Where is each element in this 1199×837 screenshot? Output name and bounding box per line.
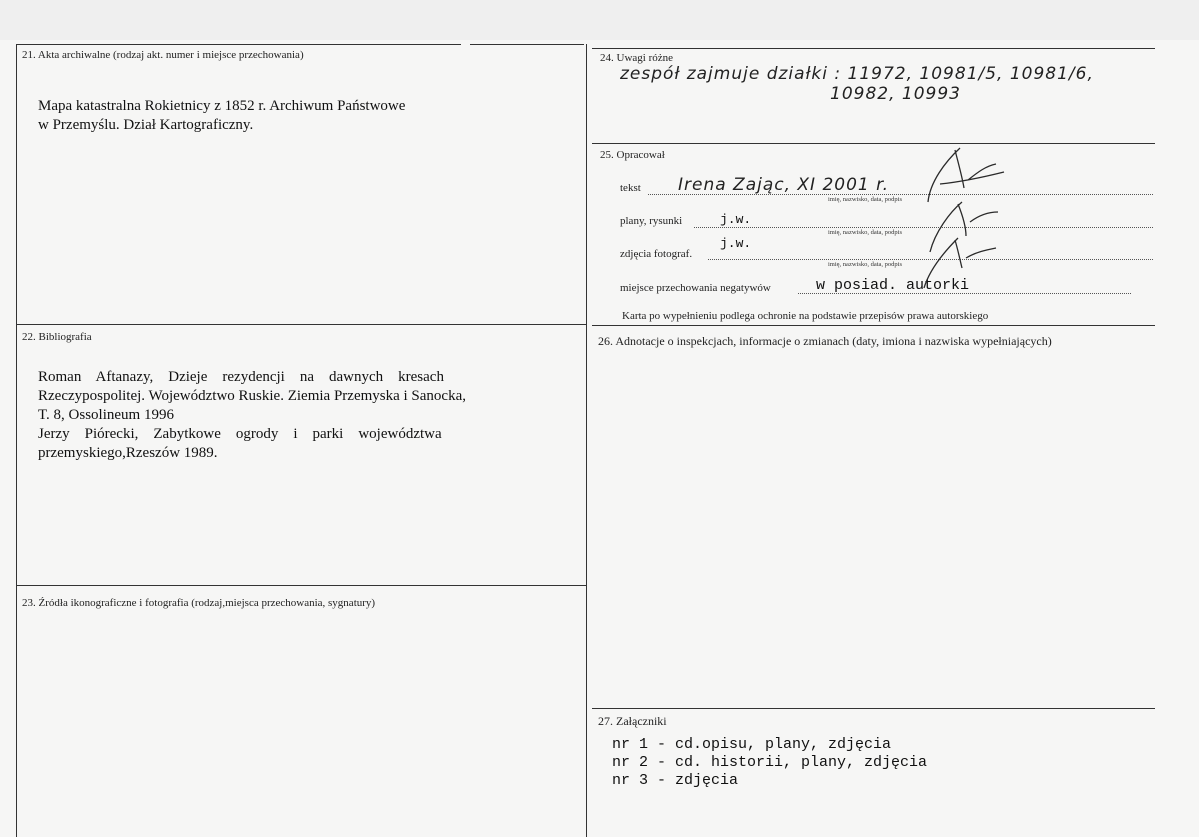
divider-21-22 (16, 324, 586, 325)
right-top-rule (592, 48, 1155, 49)
section-21-text-line2: w Przemyślu. Dział Kartograficzny. (38, 117, 254, 133)
attachment-item-3: nr 3 - zdjęcia (612, 772, 739, 789)
tekst-value: Irena Zając, XI 2001 r. (678, 175, 889, 195)
divider-22-23 (16, 585, 586, 586)
section-24-label: 24. Uwagi różne (600, 52, 674, 64)
divider-25-26 (592, 325, 1155, 326)
signature-scribble (900, 142, 1010, 302)
section-24-handwriting-line2: 10982, 10993 (830, 84, 961, 104)
top-rule-right (470, 44, 584, 45)
left-border (16, 44, 17, 837)
zdjecia-caption: imię, nazwisko, data, podpis (828, 261, 903, 268)
plany-caption: imię, nazwisko, data, podpis (828, 229, 903, 236)
plany-value: j.w. (720, 212, 752, 227)
tekst-caption: imię, nazwisko, data, podpis (828, 196, 903, 203)
zdjecia-value: j.w. (720, 236, 752, 251)
negatywy-label: miejsce przechowania negatywów (620, 282, 771, 294)
bibliography-line-3: T. 8, Ossolineum 1996 (38, 407, 174, 423)
tekst-label: tekst (620, 182, 641, 194)
bibliography-line-2: Rzeczypospolitej. Województwo Ruskie. Ziemia Przemyska i Sanocka, (38, 388, 466, 404)
section-23-label: 23. Źródła ikonograficzne i fotografia (rodzaj,miejsca przechowania, sygnatury) (22, 597, 376, 609)
attachment-item-1: nr 1 - cd.opisu, plany, zdjęcia (612, 736, 892, 753)
zdjecia-label: zdjęcia fotograf. (620, 248, 693, 260)
top-rule-left (16, 44, 461, 45)
negatywy-value: w posiad. autorki (816, 277, 970, 294)
copyright-notice: Karta po wypełnieniu podlega ochronie na podstawie przepisów prawa autorskiego (622, 310, 989, 322)
section-22-label: 22. Bibliografia (22, 331, 92, 343)
attachment-item-2: nr 2 - cd. historii, plany, zdjęcia (612, 754, 928, 771)
section-21-label: 21. Akta archiwalne (rodzaj akt. numer i miejsce przechowania) (22, 49, 304, 61)
divider-24-25 (592, 143, 1155, 144)
center-divider (586, 44, 587, 837)
bibliography-line-1: Roman Aftanazy, Dzieje rezydencji na dawnych kresach (38, 369, 444, 385)
plany-label: plany, rysunki (620, 215, 683, 227)
section-27-label: 27. Załączniki (598, 714, 667, 728)
section-21-text-line1: Mapa katastralna Rokietnicy z 1852 r. Archiwum Państwowe (38, 98, 406, 114)
section-26-label: 26. Adnotacje o inspekcjach, informacje o zmianach (daty, imiona i nazwiska wypełniających) (598, 334, 1052, 348)
section-24-handwriting-line1: zespół zajmuje działki : 11972, 10981/5, 10981/6, (620, 64, 1094, 84)
bibliography-line-5: przemyskiego,Rzeszów 1989. (38, 445, 218, 461)
divider-26-27 (592, 708, 1155, 709)
top-margin (0, 0, 1199, 40)
section-25-label: 25. Opracował (600, 149, 665, 161)
bibliography-line-4: Jerzy Piórecki, Zabytkowe ogrody i parki województwa (38, 426, 442, 442)
